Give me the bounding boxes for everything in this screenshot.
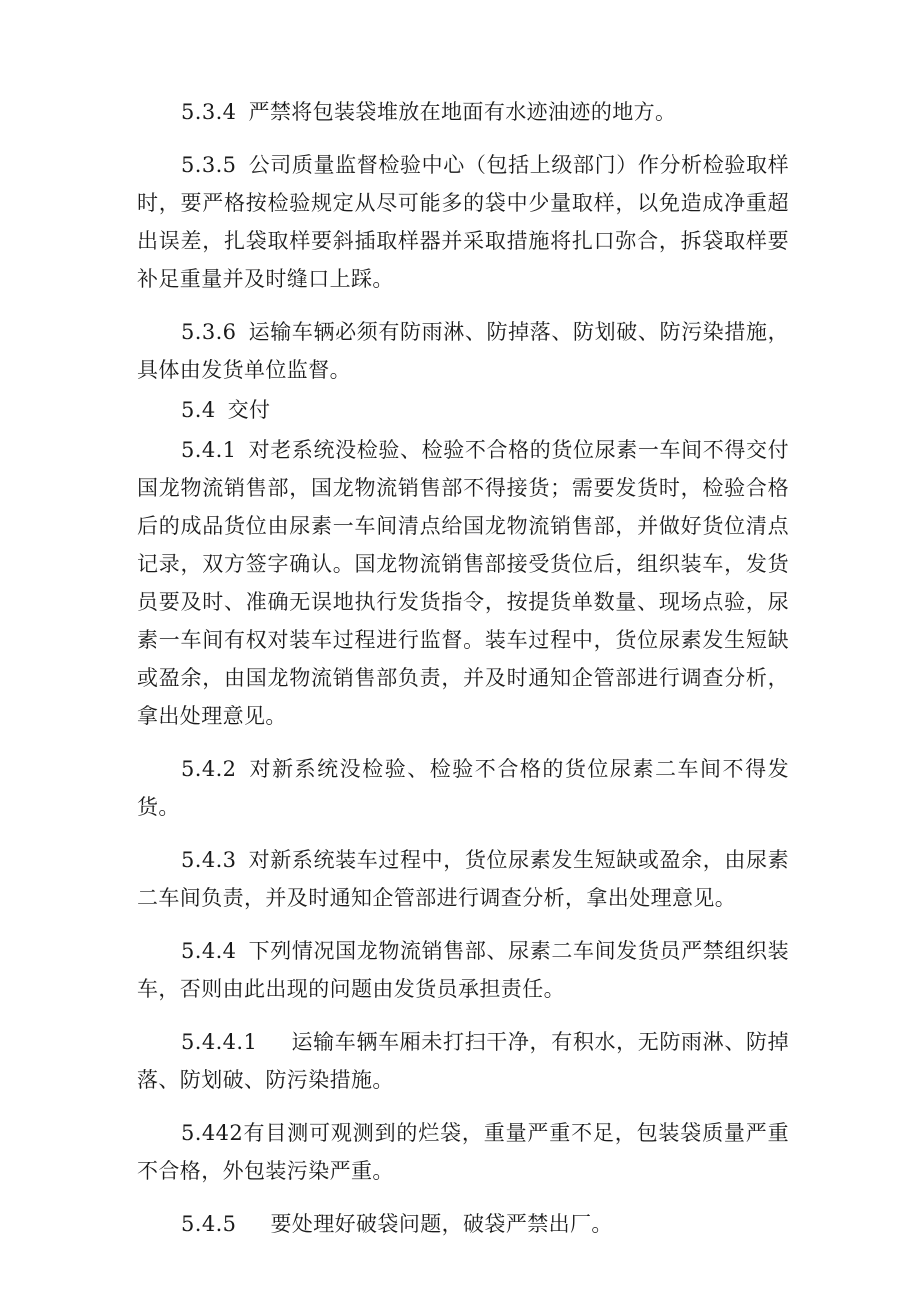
clause-text: 要处理好破袋问题，破袋严禁出厂。 xyxy=(270,1212,613,1236)
clause-text: 对老系统没检验、检验不合格的货位尿素一车间不得交付国龙物流销售部，国龙物流销售部不得接货；需要发货时，检验合格后的成品货位由尿素一车间清点给国龙物流销售部，并做好货位清点记录，双方签字确认。国龙物流销售部接受货位后，组织装车，发货员要及时、准确无误地执行发货指令，按提货单数量、现场点验，尿素一车间有权对装车过程进行监督。装车过程中，货位尿素发生短缺或盈余，由国龙物流销售部负责，并及时通知企管部进行调查分析，拿出处理意见。 xyxy=(137,438,789,728)
clause-number: 5.3.4 xyxy=(181,100,237,124)
clause-text: 对新系统没检验、检验不合格的货位尿素二车间不得发货。 xyxy=(137,757,789,819)
section-number: 5.4 xyxy=(181,398,216,422)
clause-5-3-5 xyxy=(137,146,789,298)
clause-number: 5.4.1 xyxy=(181,438,237,462)
clause-5-4-3 xyxy=(137,841,789,917)
clause-number: 5.3.6 xyxy=(181,320,237,344)
clause-5-3-4 xyxy=(137,93,789,131)
clause-text: 严禁将包装袋堆放在地面有水迹油迹的地方。 xyxy=(248,100,677,124)
clause-text: 下列情况国龙物流销售部、尿素二车间发货员严禁组织装车，否则由此出现的问题由发货员承担责任。 xyxy=(137,939,789,1001)
clause-number: 5.442 xyxy=(181,1121,244,1145)
clause-5-4-5 xyxy=(137,1205,789,1243)
clause-number: 5.4.2 xyxy=(181,757,237,781)
clause-text: 对新系统装车过程中，货位尿素发生短缺或盈余，由尿素二车间负责，并及时通知企管部进行调查分析，拿出处理意见。 xyxy=(137,848,789,910)
section-heading-5-4 xyxy=(137,391,789,429)
clause-number: 5.4.4.1 xyxy=(181,1030,258,1054)
document-body xyxy=(137,93,789,1258)
clause-5-4-4-1 xyxy=(137,1023,789,1099)
clause-text: 公司质量监督检验中心（包括上级部门）作分析检验取样时，要严格按检验规定从尽可能多的袋中少量取样，以免造成净重超出误差，扎袋取样要斜插取样器并采取措施将扎口弥合，拆袋取样要补足重量并及时缝口上踩。 xyxy=(137,153,789,291)
clause-5-3-6 xyxy=(137,313,789,389)
section-title: 交付 xyxy=(227,398,271,422)
clause-text: 运输车辆必须有防雨淋、防掉落、防划破、防污染措施，具体由发货单位监督。 xyxy=(137,320,789,382)
clause-text: 有目测可观测到的烂袋，重量严重不足，包装袋质量严重不合格，外包装污染严重。 xyxy=(137,1121,789,1183)
clause-5-4-4-2 xyxy=(137,1114,789,1190)
clause-number: 5.4.3 xyxy=(181,848,237,872)
clause-5-4-4 xyxy=(137,932,789,1008)
clause-number: 5.4.4 xyxy=(181,939,237,963)
clause-text: 运输车辆车厢未打扫干净，有积水，无防雨淋、防掉落、防划破、防污染措施。 xyxy=(137,1030,789,1092)
clause-5-4-1 xyxy=(137,431,789,735)
clause-number: 5.4.5 xyxy=(181,1212,237,1236)
clause-number: 5.3.5 xyxy=(181,153,237,177)
clause-5-4-2 xyxy=(137,750,789,826)
